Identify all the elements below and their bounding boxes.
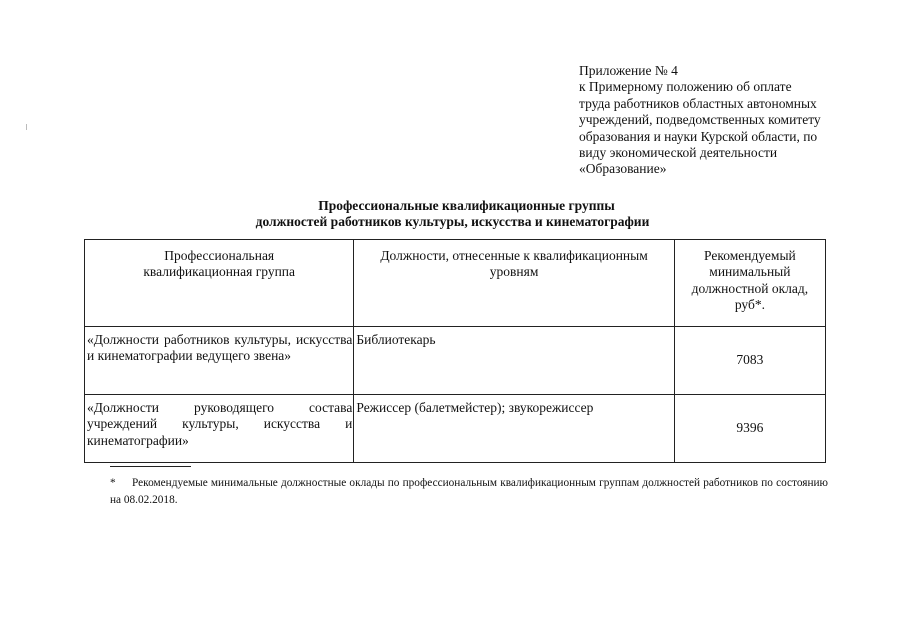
row-group-cell: «Должности работников культуры, искусства и кинематографии ведущего звена» (85, 327, 354, 395)
footnote-text: Рекомендуемые минимальные должностные оклады по профессиональным квалификационным группам должностей работников по состоянию на 08.02.2018. (110, 477, 828, 506)
footnote-marker: * (110, 477, 116, 489)
scan-mark (26, 124, 27, 130)
header-group-line: Профессиональная (164, 248, 275, 263)
row-salary-cell: 9396 (674, 395, 825, 463)
qualification-table (84, 239, 826, 463)
appendix-line: виду экономической деятельности (579, 145, 778, 161)
table-header-row (85, 240, 826, 327)
header-group (85, 240, 354, 327)
title-line-1: Профессиональные квалификационные группы (318, 198, 615, 213)
header-salary-line: Рекомендуемый (704, 248, 796, 263)
footnote (110, 475, 828, 508)
appendix-line: Приложение № 4 (579, 63, 678, 78)
row-positions-cell: Режиссер (балетмейстер); звукорежиссер (354, 395, 674, 463)
header-positions (354, 240, 674, 327)
appendix-line: труда работников областных автономных (579, 95, 817, 111)
row-salary-cell: 7083 (674, 327, 825, 395)
row-group-cell: «Должности руководящего состава учреждений культуры, искусства и кинематографии» (85, 395, 354, 463)
header-salary-line: минимальный (709, 264, 791, 280)
header-salary (674, 240, 825, 327)
header-salary-line: должностной оклад, (691, 280, 809, 296)
header-positions-line: уровням (489, 264, 539, 280)
appendix-line: образования и науки Курской области, по (579, 128, 818, 144)
row-positions-cell: Библиотекарь (354, 327, 674, 395)
appendix-line: учреждений, подведомственных комитету (579, 112, 821, 128)
appendix-line: к Примерному положению об оплате (579, 79, 792, 95)
header-group-line: квалификационная группа (143, 264, 296, 280)
appendix-header (579, 63, 879, 178)
title-line-2: должностей работников культуры, искусства и кинематографии (255, 214, 650, 229)
header-positions-line: Должности, отнесенные к квалификационным (380, 248, 648, 263)
table-row (85, 395, 826, 463)
appendix-line: «Образование» (579, 161, 667, 177)
footnote-divider (110, 466, 191, 467)
table-row (85, 327, 826, 395)
document-title (0, 198, 905, 230)
header-salary-line: руб*. (734, 297, 765, 313)
